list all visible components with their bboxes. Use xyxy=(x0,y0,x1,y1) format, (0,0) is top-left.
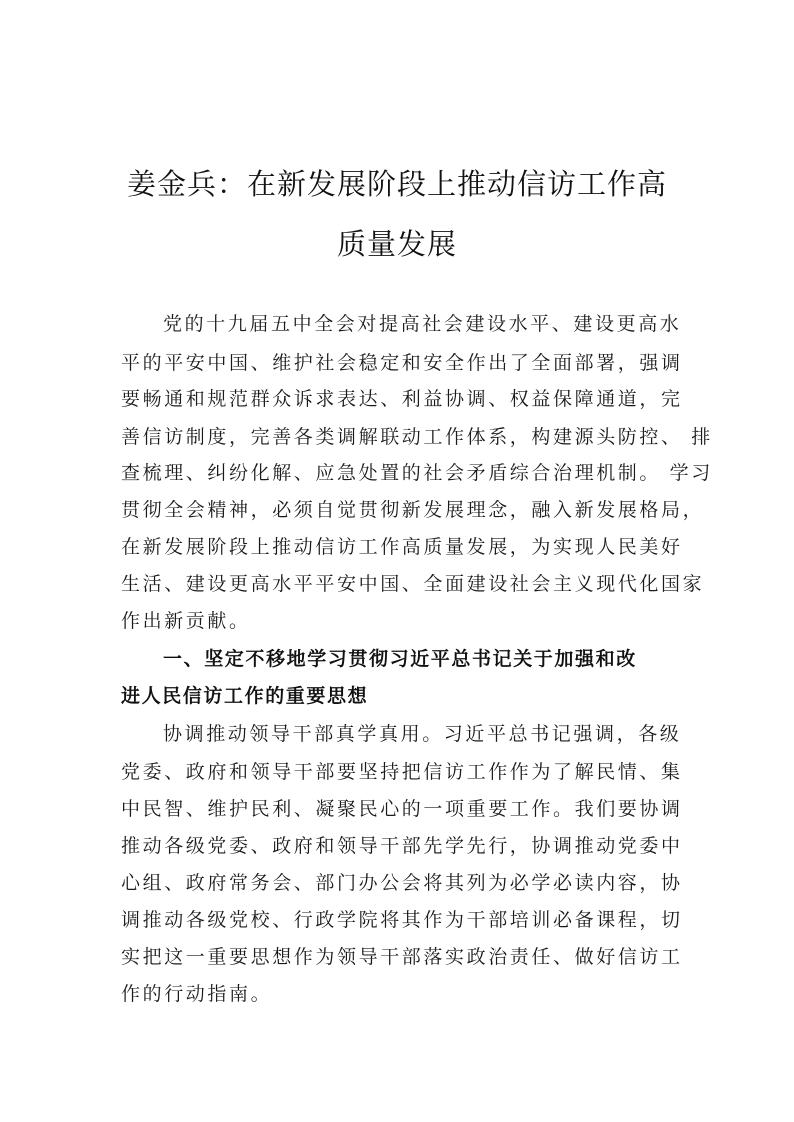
paragraph-line: 作的行动指南。 xyxy=(121,983,273,1005)
paragraph-line: 中民智、维护民利、凝聚民心的一项重要工作。我们要协调 xyxy=(121,798,683,820)
paragraph-line: 协调推动领导干部真学真用。习近平总书记强调，各级 xyxy=(163,723,682,745)
section-heading-line: 进人民信访工作的重要思想 xyxy=(121,685,369,707)
paragraph-line: 在新发展阶段上推动信访工作高质量发展，为实现人民美好 xyxy=(121,536,683,558)
paragraph-line: 善信访制度，完善各类调解联动工作体系，构建源头防控、 排 xyxy=(121,426,713,448)
paragraph-line: 要畅通和规范群众诉求表达、利益协调、权益保障通道，完 xyxy=(121,388,683,410)
paragraph-line: 查梳理、纠纷化解、应急处置的社会矛盾综合治理机制。 学习 xyxy=(121,462,713,484)
paragraph-line: 心组、政府常务会、部门办公会将其列为必学必读内容，协 xyxy=(121,872,683,894)
paragraph-line: 作出新贡献。 xyxy=(121,610,251,632)
paragraph-line: 贯彻全会精神，必须自觉贯彻新发展理念，融入新发展格局， xyxy=(121,499,705,521)
paragraph-line: 调推动各级党校、行政学院将其作为干部培训必备课程，切 xyxy=(121,909,683,931)
paragraph-line: 推动各级党委、政府和领导干部先学先行，协调推动党委中 xyxy=(121,835,683,857)
paragraph-line: 党委、政府和领导干部要坚持把信访工作作为了解民情、集 xyxy=(121,761,683,783)
section-heading-line: 一、坚定不移地学习贯彻习近平总书记关于加强和改 xyxy=(163,648,637,670)
document-title-line-1: 姜金兵：在新发展阶段上推动信访工作高 xyxy=(126,167,667,201)
document-title-line-2: 质量发展 xyxy=(336,227,457,261)
paragraph-line: 生活、建设更高水平平安中国、全面建设社会主义现代化国家 xyxy=(121,573,705,595)
paragraph-line: 党的十九届五中全会对提高社会建设水平、建设更高水 xyxy=(163,313,682,335)
paragraph-line: 实把这一重要思想作为领导干部落实政治责任、做好信访工 xyxy=(121,946,683,968)
paragraph-line: 平的平安中国、维护社会稳定和安全作出了全面部署，强调 xyxy=(121,352,683,374)
